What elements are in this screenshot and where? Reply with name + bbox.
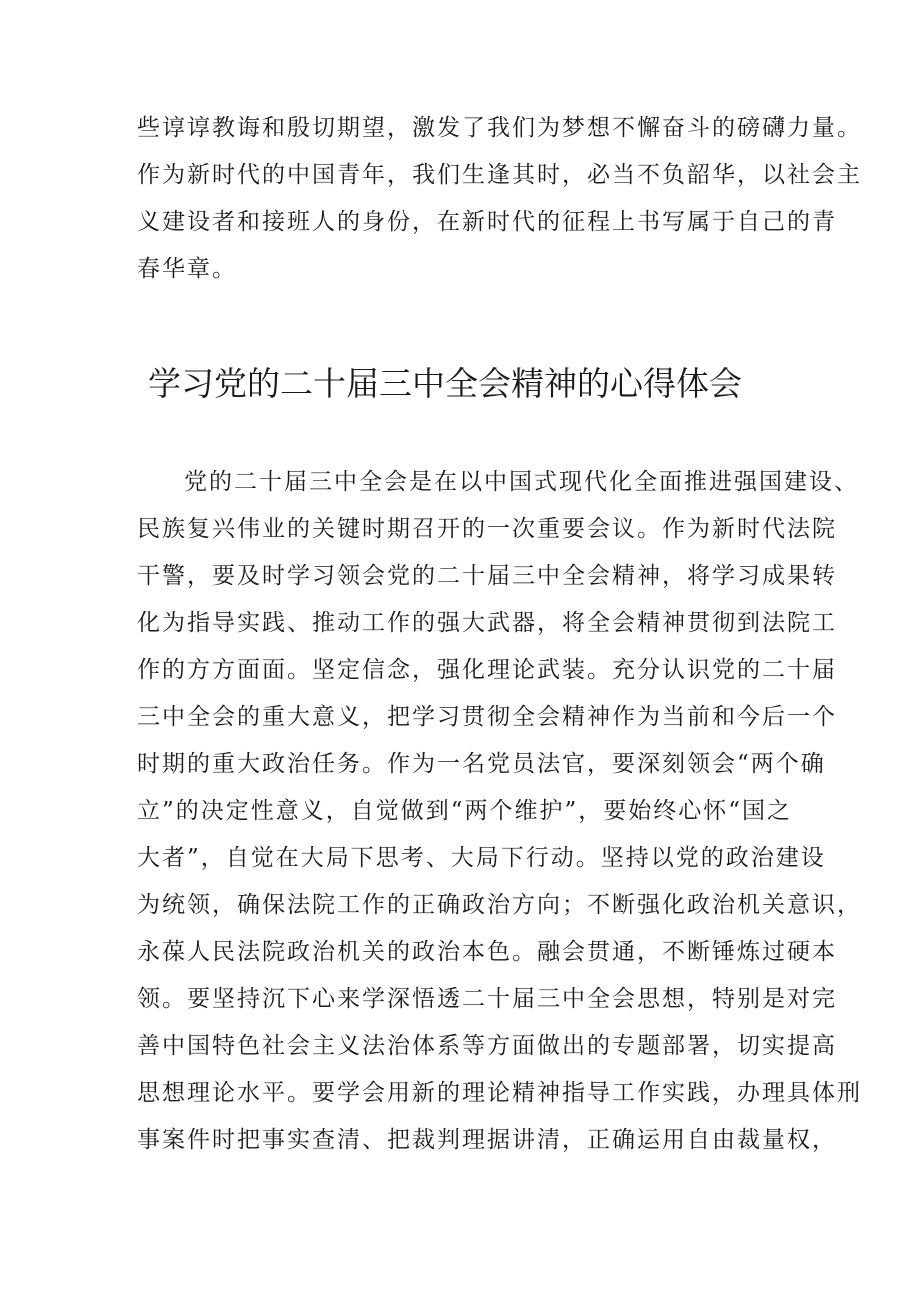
body-line-6: 三中全会的重大意义，把学习贯彻全会精神作为当前和今后一个: [137, 704, 837, 730]
body-line-5: 作的方方面面。坚定信念，强化理论武装。充分认识党的二十届: [137, 657, 837, 683]
body-line-4: 化为指导实践、推动工作的强大武器，将全会精神贯彻到法院工: [137, 610, 837, 636]
body-line-9: 大者”，自觉在大局下思考、大局下行动。坚持以党的政治建设: [137, 845, 826, 871]
body-line-13: 善中国特色社会主义法治体系等方面做出的专题部署，切实提高: [137, 1033, 837, 1059]
body-line-1: 党的二十届三中全会是在以中国式现代化全面推进强国建设、: [184, 469, 859, 495]
intro-line-3: 义建设者和接班人的身份，在新时代的征程上书写属于自己的青: [137, 209, 837, 235]
intro-line-2: 作为新时代的中国青年，我们生逢其时，必当不负韶华，以社会主: [137, 162, 862, 188]
section-heading: 学习党的二十届三中全会精神的心得体会: [148, 364, 742, 403]
body-line-7: 时期的重大政治任务。作为一名党员法官，要深刻领会“两个确: [137, 751, 826, 777]
body-line-12: 领。要坚持沉下心来学深悟透二十届三中全会思想，特别是对完: [137, 986, 837, 1012]
body-line-3: 干警，要及时学习领会党的二十届三中全会精神，将学习成果转: [137, 563, 837, 589]
body-line-10: 为统领，确保法院工作的正确政治方向；不断强化政治机关意识，: [137, 892, 862, 918]
intro-line-1: 些谆谆教诲和殷切期望，激发了我们为梦想不懈奋斗的磅礴力量。: [137, 115, 862, 141]
body-line-11: 永葆人民法院政治机关的政治本色。融会贯通，不断锤炼过硬本: [137, 939, 837, 965]
body-line-2: 民族复兴伟业的关键时期召开的一次重要会议。作为新时代法院: [137, 516, 837, 542]
intro-line-4: 春华章。: [137, 256, 237, 282]
body-line-8: 立”的决定性意义，自觉做到“两个维护”，要始终心怀“国之: [137, 798, 793, 824]
body-line-14: 思想理论水平。要学会用新的理论精神指导工作实践，办理具体刑: [137, 1080, 862, 1106]
body-line-15: 事案件时把事实查清、把裁判理据讲清，正确运用自由裁量权，: [137, 1127, 837, 1153]
